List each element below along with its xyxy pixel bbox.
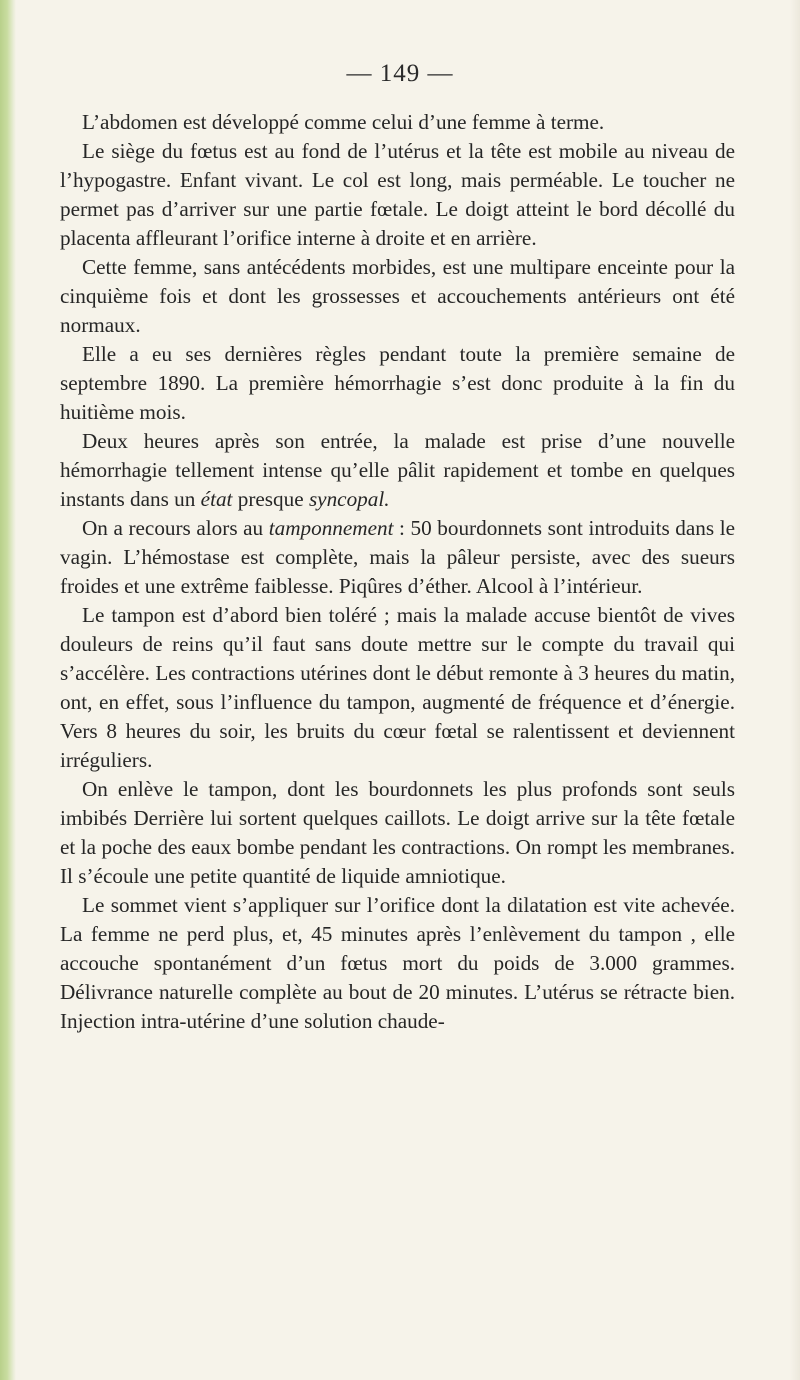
text-segment: Le sommet vient s’appliquer sur l’orifice dont la dilatation est vite achevée. La femme ne perd plus, et, 45 minutes après l’enlèvement du tampon , elle accouche spontanément d’un fœtus mort du poids de 3.000 grammes. Délivrance naturelle complète au bout de 20 minutes. L’utérus se rétracte bien. Injection intra-utérine d’une solution chaude-: [60, 893, 735, 1033]
text-segment: Le siège du fœtus est au fond de l’utérus et la tête est mobile au niveau de l’hypogastre. Enfant vivant. Le col est long, mais perméable. Le toucher ne permet pas d’arriver sur une partie fœtale. Le doigt atteint le bord décollé du placenta affleurant l’orifice interne à droite et en arrière.: [60, 139, 735, 250]
italic-text: syncopal.: [308, 487, 390, 511]
italic-text: tamponnement: [268, 516, 394, 540]
italic-text: état: [200, 487, 233, 511]
text-segment: Elle a eu ses dernières règles pendant toute la première semaine de septembre 1890. La première hémorrhagie s’est donc produite à la fin du huitième mois.: [60, 342, 735, 424]
text-segment: Le tampon est d’abord bien toléré ; mais la malade accuse bientôt de vives douleurs de reins qu’il faut sans doute mettre sur le compte du travail qui s’accélère. Les contractions utérines dont le début remonte à 3 heures du matin, ont, en effet, sous l’influence du tampon, augmenté de fréquence et d’énergie. Vers 8 heures du soir, les bruits du cœur fœtal se ralentissent et deviennent irréguliers.: [60, 603, 735, 772]
paragraph: [60, 775, 735, 891]
paragraph: [60, 601, 735, 775]
paragraph: [60, 514, 735, 601]
page-gutter-edge: [0, 0, 16, 1380]
text-segment: Cette femme, sans antécédents morbides, est une multipare enceinte pour la cinquième fois et dont les grossesses et accouchements antérieurs ont été normaux.: [60, 255, 735, 337]
text-segment: Deux heures après son entrée, la malade est prise d’une nouvelle hémorrhagie tellement intense qu’elle pâlit rapidement et tombe en quelques instants dans un: [60, 429, 735, 511]
paragraph: [60, 340, 735, 427]
text-segment: On a recours alors au: [82, 516, 269, 540]
page-body-text: [60, 108, 735, 1036]
page-right-edge: [790, 0, 800, 1380]
paragraph: [60, 427, 735, 514]
paragraph: [60, 108, 735, 137]
text-segment: On enlève le tampon, dont les bourdonnets les plus profonds sont seuls imbibés Derrière lui sortent quelques caillots. Le doigt arrive sur la tête fœtale et la poche des eaux bombe pendant les contractions. On rompt les membranes. Il s’écoule une petite quantité de liquide amniotique.: [60, 777, 735, 888]
text-segment: presque: [232, 487, 309, 511]
paragraph: [60, 891, 735, 1036]
text-segment: : 50 bourdonnets sont introduits dans le vagin. L’hémostase est complète, mais la pâleur persiste, avec des sueurs froides et une extrême faiblesse. Piqûres d’éther. Alcool à l’intérieur.: [60, 516, 735, 598]
paragraph: [60, 253, 735, 340]
text-segment: L’abdomen est développé comme celui d’une femme à terme.: [82, 110, 605, 134]
paragraph: [60, 137, 735, 253]
page-number-header: — 149 —: [346, 60, 454, 87]
